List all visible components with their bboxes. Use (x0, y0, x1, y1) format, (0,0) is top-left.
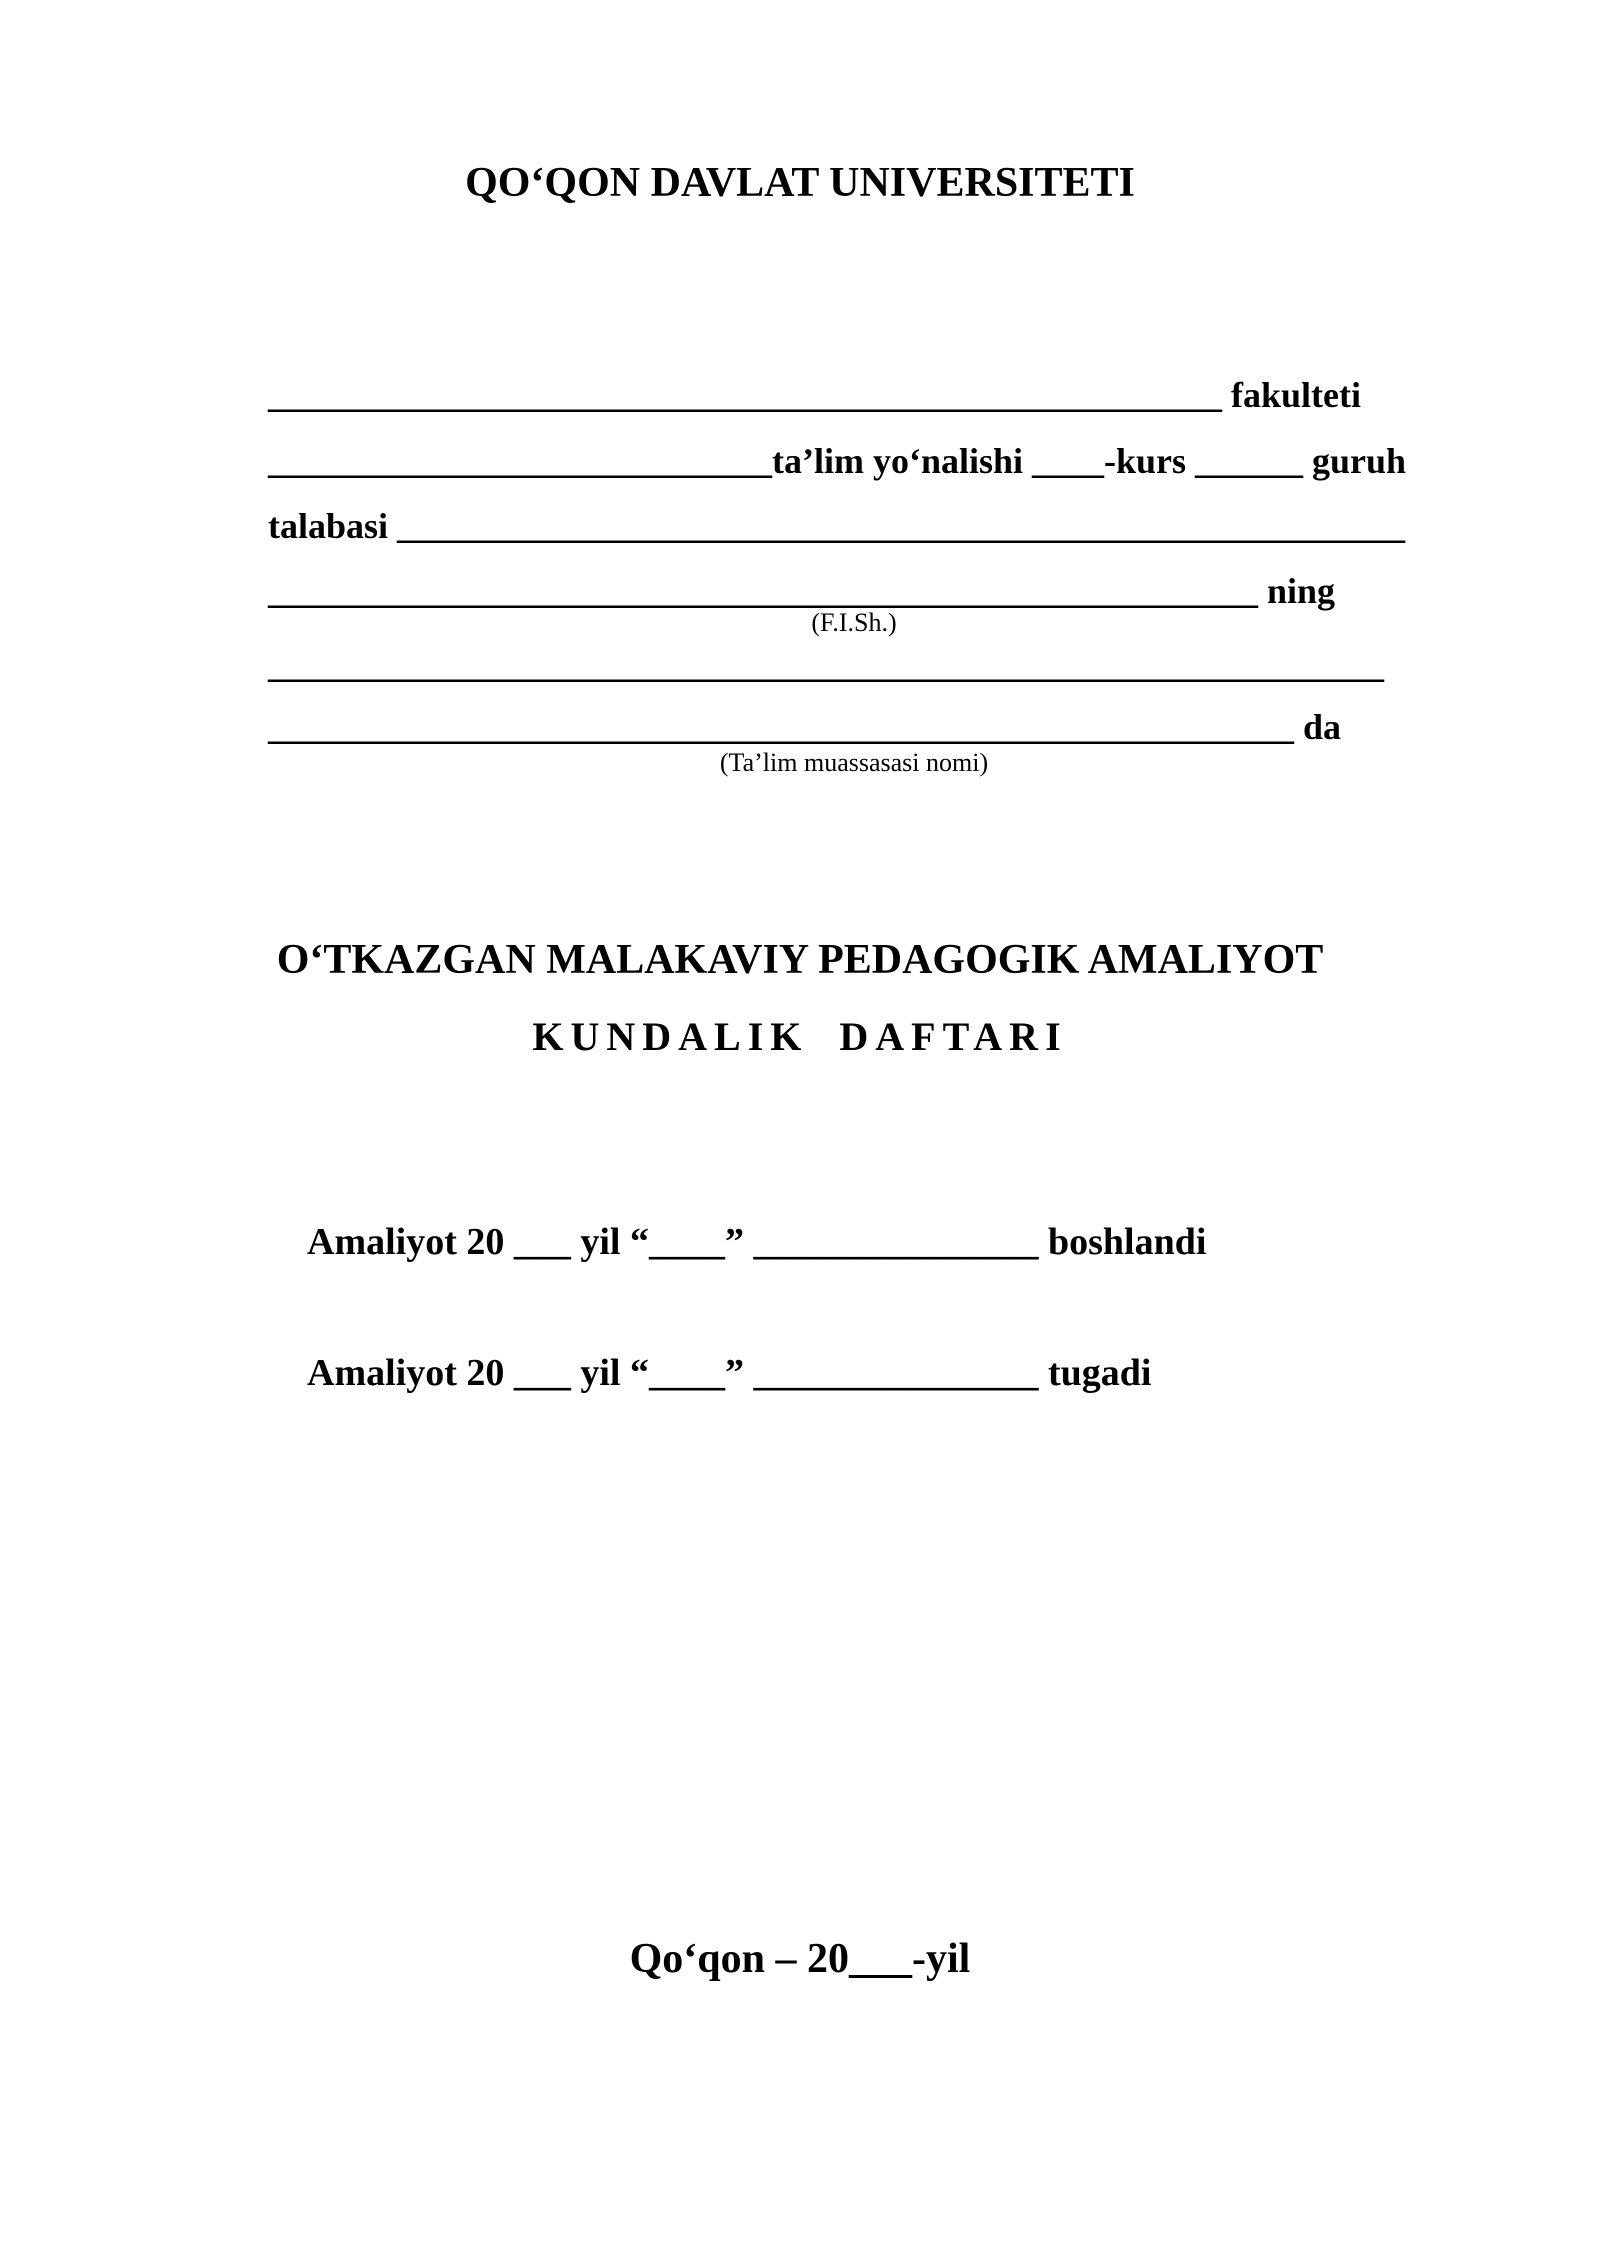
institution-blank-line: _________________________________________________________ da (268, 707, 1342, 747)
student-blank-line: talabasi ________________________________________________________ (268, 506, 1406, 546)
faculty-blank-line: _____________________________________________________ fakulteti (268, 375, 1361, 415)
institution-name-caption: (Ta’lim muassasasi nomi) (719, 748, 989, 777)
city-year-footer: Qo‘qon – 20___-yil (629, 1936, 971, 1982)
study-direction-course-group-line: ____________________________ta’lim yo‘nalishi ____-kurs ______ guruh (268, 441, 1407, 481)
practice-end-date-line: Amaliyot 20 ___ yil “____” _______________ tugadi (307, 1352, 1152, 1394)
diary-heading: KUNDALIK DAFTARI (532, 1014, 1068, 1059)
practice-heading: O‘TKAZGAN MALAKAVIY PEDAGOGIK AMALIYOT (276, 937, 1324, 983)
full-name-caption: (F.I.Sh.) (811, 608, 897, 637)
extra-blank-line: ______________________________________________________________ (268, 645, 1384, 685)
university-title: QO‘QON DAVLAT UNIVERSITETI (465, 160, 1135, 206)
name-blank-line: _______________________________________________________ ning (268, 571, 1336, 611)
practice-start-date-line: Amaliyot 20 ___ yil “____” _______________ boshlandi (307, 1221, 1207, 1263)
